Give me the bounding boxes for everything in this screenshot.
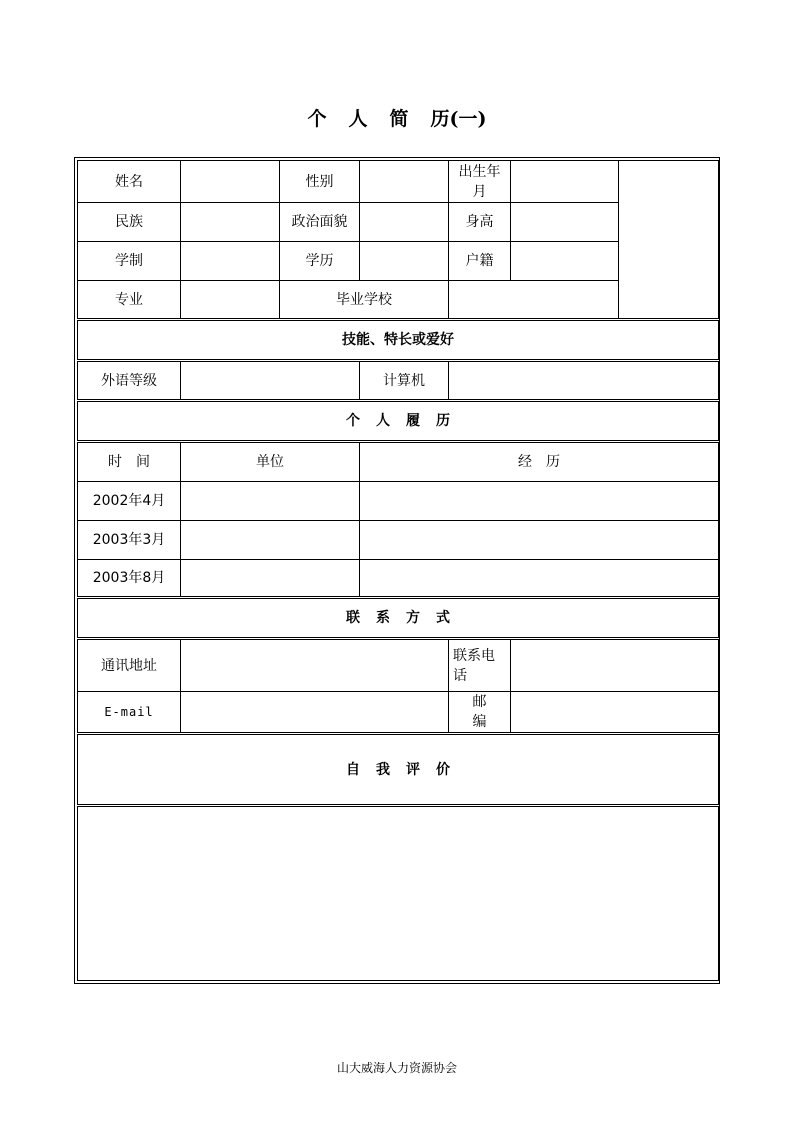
unit-header: 单位 xyxy=(181,442,360,482)
gender-field[interactable] xyxy=(360,161,449,203)
title-char: 简 xyxy=(389,108,409,130)
email-label: E-mail xyxy=(78,692,181,734)
history-time: 2003年8月 xyxy=(78,560,181,598)
skills-heading: 技能、特长或爱好 xyxy=(78,320,719,361)
birth-field[interactable] xyxy=(511,161,619,203)
ethnicity-label: 民族 xyxy=(78,203,181,242)
heading-char: 联 xyxy=(346,610,360,626)
resume-table xyxy=(77,160,719,981)
history-unit-field[interactable] xyxy=(181,521,360,560)
schooling-label: 学制 xyxy=(78,242,181,281)
political-label: 政治面貌 xyxy=(280,203,360,242)
heading-char: 我 xyxy=(376,761,390,778)
heading-char: 系 xyxy=(376,610,390,626)
contact-heading xyxy=(78,598,719,639)
heading-char: 自 xyxy=(346,761,360,778)
birth-label: 出生年月 xyxy=(449,161,511,203)
history-unit-field[interactable] xyxy=(181,560,360,598)
hukou-field[interactable] xyxy=(511,242,619,281)
computer-label: 计算机 xyxy=(360,361,449,401)
heading-char: 人 xyxy=(376,413,390,429)
title-char: 人 xyxy=(348,108,368,130)
height-label: 身高 xyxy=(449,203,511,242)
time-header: 时 间 xyxy=(78,442,181,482)
heading-char: 履 xyxy=(406,413,420,429)
political-field[interactable] xyxy=(360,203,449,242)
heading-char: 方 xyxy=(406,610,420,626)
language-field[interactable] xyxy=(181,361,360,401)
computer-field[interactable] xyxy=(449,361,719,401)
postcode-field[interactable] xyxy=(511,692,719,734)
history-unit-field[interactable] xyxy=(181,482,360,521)
self-eval-field[interactable] xyxy=(78,806,719,981)
schooling-field[interactable] xyxy=(181,242,280,281)
history-experience-field[interactable] xyxy=(360,482,719,521)
history-heading xyxy=(78,401,719,442)
heading-char: 历 xyxy=(436,413,450,429)
gender-label: 性别 xyxy=(280,161,360,203)
history-time: 2002年4月 xyxy=(78,482,181,521)
footer-org: 山大威海人力资源协会 xyxy=(336,1061,457,1075)
heading-char: 个 xyxy=(346,413,360,429)
history-experience-field[interactable] xyxy=(360,560,719,598)
name-label: 姓名 xyxy=(78,161,181,203)
title-char: 历(一) xyxy=(430,108,487,130)
hukou-label: 户籍 xyxy=(449,242,511,281)
phone-label: 联系电话 xyxy=(449,639,511,692)
self-eval-heading xyxy=(78,734,719,806)
photo-box[interactable] xyxy=(619,161,719,320)
education-field[interactable] xyxy=(360,242,449,281)
education-label: 学历 xyxy=(280,242,360,281)
heading-char: 价 xyxy=(436,761,450,778)
address-field[interactable] xyxy=(181,639,449,692)
page-title xyxy=(0,104,794,131)
history-time: 2003年3月 xyxy=(78,521,181,560)
postcode-label: 邮 编 xyxy=(449,692,511,734)
ethnicity-field[interactable] xyxy=(181,203,280,242)
email-field[interactable] xyxy=(181,692,449,734)
title-char: 个 xyxy=(307,108,327,130)
name-field[interactable] xyxy=(181,161,280,203)
heading-char: 评 xyxy=(406,761,420,778)
history-experience-field[interactable] xyxy=(360,521,719,560)
experience-header: 经 历 xyxy=(360,442,719,482)
heading-char: 式 xyxy=(436,610,450,626)
school-field[interactable] xyxy=(449,281,619,320)
school-label: 毕业学校 xyxy=(280,281,449,320)
language-label: 外语等级 xyxy=(78,361,181,401)
major-field[interactable] xyxy=(181,281,280,320)
phone-field[interactable] xyxy=(511,639,719,692)
major-label: 专业 xyxy=(78,281,181,320)
address-label: 通讯地址 xyxy=(78,639,181,692)
height-field[interactable] xyxy=(511,203,619,242)
